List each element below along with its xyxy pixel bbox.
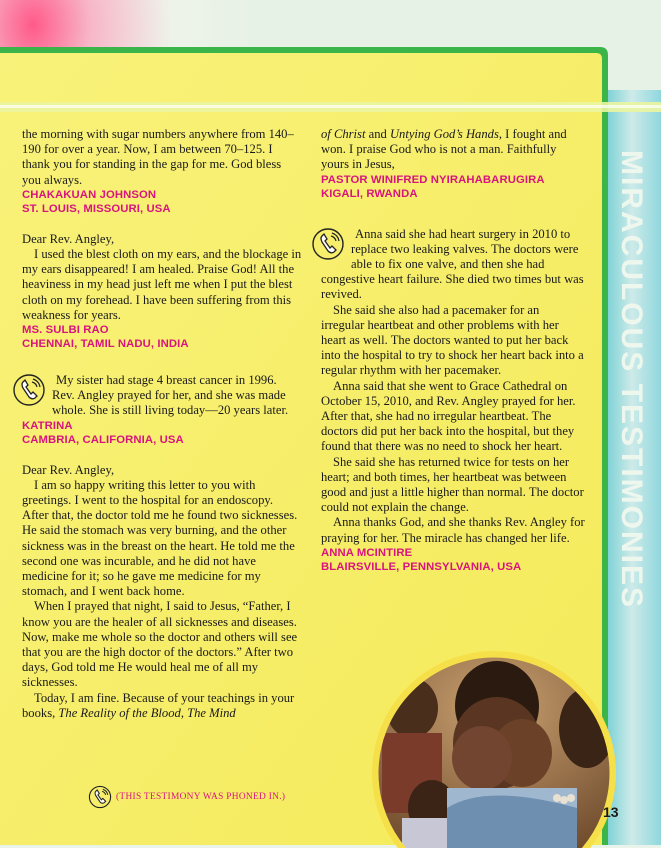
testimony-text: When I prayed that night, I said to Jesus, “Father, I know you are the healer of all sicknesses and diseases. Now, make me whole so the doctor and others will see that you are the high doctor of the doctors.” After two days, God told me He would heal me of all my sicknesses. [22,599,298,690]
page-number: 13 [603,804,619,820]
phone-icon [12,373,46,407]
salutation: Dear Rev. Angley, [22,462,115,477]
column-right [321,127,585,574]
testimony-location: CHENNAI, TAMIL NADU, INDIA [22,338,189,351]
testimony-name: CHAKAKUAN JOHNSON [22,188,157,201]
book-title: The Mind [187,705,236,720]
testimony-text: Anna said she had heart surgery in 2010 to replace two leaking valves. The doctors were able to fix one valve, and then she had congestive heart failure. She died two times but was revived. [321,226,584,302]
phone-icon [311,227,345,261]
book-title: The Reality of the Blood [58,705,181,720]
testimony-location: KIGALI, RWANDA [321,187,418,200]
phoned-in-note: (THIS TESTIMONY WAS PHONED IN.) [88,785,285,809]
testimony-text: I am so happy writing this letter to you with greetings. I went to the hospital for an endoscopy. After that, the doctor told me he found two sicknesses. He said the stomach was very burning, and the other sickness was in the breast on the heart. He told me the second one was incurable, and he did not have medicine for it; so he gave me medicine for my stomach, and I went back home. [22,477,298,599]
testimony-location: BLAIRSVILLE, PENNSYLVANIA, USA [321,560,522,573]
testimony-name: ANNA MCINTIRE [321,546,413,559]
testimony-name: KATRINA [22,419,73,432]
column-left [22,127,302,721]
testimony-text: My sister had stage 4 breast cancer in 1996. Rev. Angley prayed for her, and she was made whole. She is still living today—20 years later. [52,373,289,418]
praying-children-photo [372,648,616,848]
side-title: MIRACULOUS TESTIMONIES [615,150,648,610]
testimony-text: She said she has returned twice for tests on her heart; and both times, her heartbeat was between good and just a little higher than normal. The doctor could not explain the change. [321,454,584,515]
book-title: Untying God’s Hands [389,127,499,141]
testimony-name: PASTOR WINIFRED NYIRAHABARUGIRA [321,173,545,186]
testimony-text: the morning with sugar numbers anywhere from 140–190 for over a year. Now, I am between 70–125. I thank you for standing in the gap for me. God bless you always. [22,127,294,187]
testimony-location: ST. LOUIS, MISSOURI, USA [22,202,171,215]
testimony-location: CAMBRIA, CALIFORNIA, USA [22,433,184,446]
testimony-text: Anna thanks God, and she thanks Rev. Angley for praying for her. The miracle has changed her life. [321,515,585,545]
testimony-text: Today, I am fine. Because of your teachings in your books, The Reality of the Blood, The Mind [22,690,295,720]
testimony-text: I used the blest cloth on my ears, and the blockage in my ears disappeared! I am healed. Praise God! All the heaviness in my head just left me when I put the blest cloth on my forehead. I have been suffering from this weakness for years. [22,247,302,322]
testimony-text: Anna said that she went to Grace Cathedral on October 15, 2010, and Rev. Angley prayed for her. After that, she had no irregular heartbeat. The doctors did put her back into the hospital, but they found that there was no need to shock her heart. [321,378,576,454]
testimony-text: She said she also had a pacemaker for an irregular heartbeat and other problems with her heart as well. The doctors wanted to put her back into the hospital to try to shock her heart back into a regular rhythm with her pacemaker. [321,302,584,378]
book-title: of Christ [321,127,366,141]
salutation: Dear Rev. Angley, [22,231,115,246]
testimony-text: of Christ and Untying God’s Hands, I fought and won. I praise God who is not a man. Faithfully yours in Jesus, [321,127,567,172]
testimony-name: MS. SULBI RAO [22,324,109,337]
phone-icon [88,785,112,809]
